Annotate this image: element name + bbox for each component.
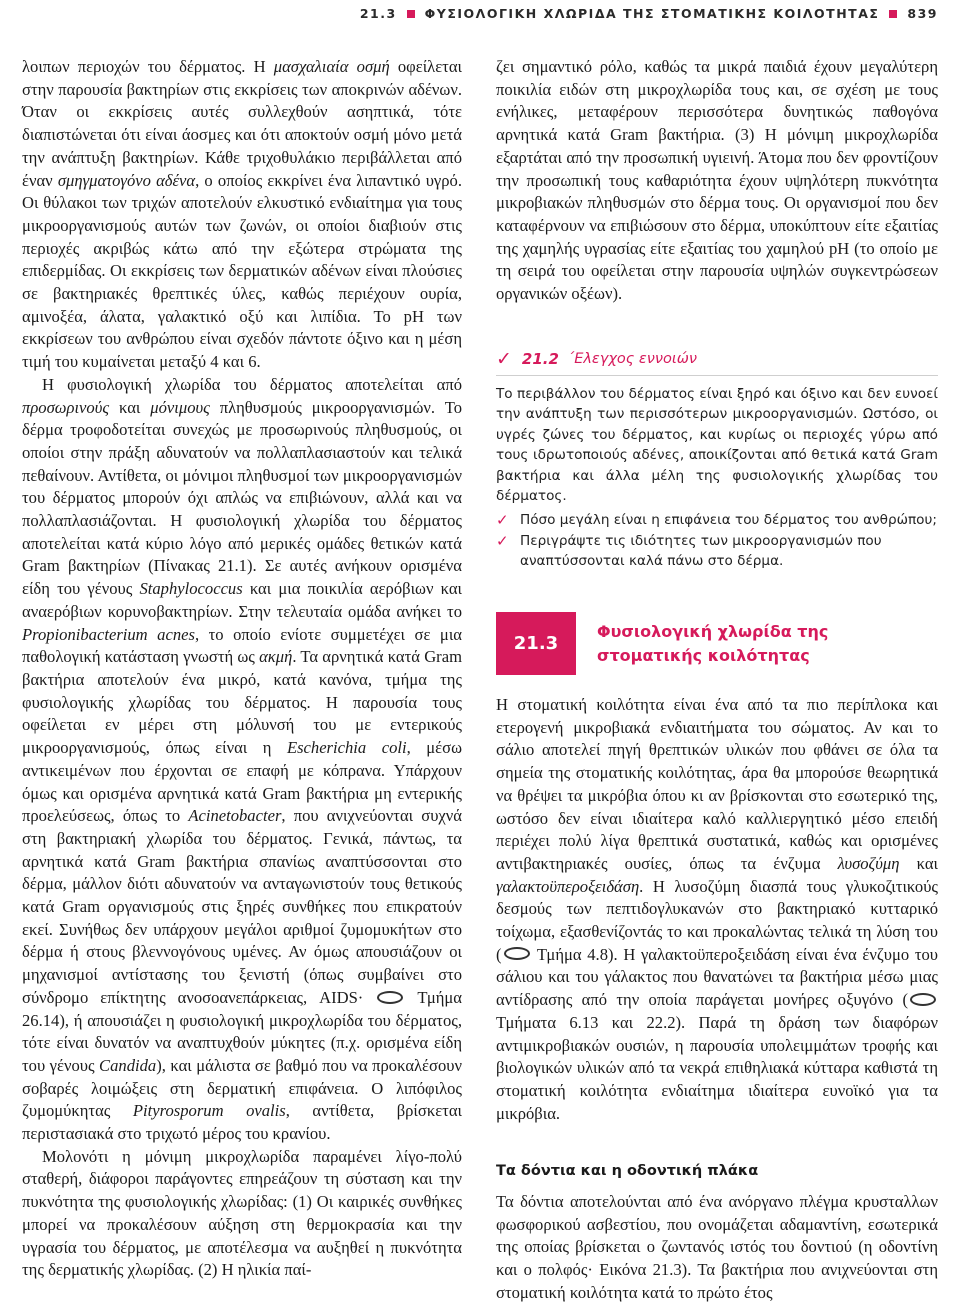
section-title: Φυσιολογική χλωρίδα της στοματικής κοιλότητας: [597, 622, 829, 665]
right-column-top: [496, 56, 938, 306]
running-header: [0, 0, 960, 30]
paragraph: ζει σημαντικό ρόλο, καθώς τα μικρά παιδιά έχουν μεγαλύτερη ποικιλία ειδών στη μικροχλωρίδα τους και, σε σχέση με τους ενήλικες, μεταφέρουν περισσότερα δυνητικώς παθογόνα αρνητικά κατά Gram βακτήρια. (3) Η μόνιμη μικροχλωρίδα εξαρτάται από την προσωπική υγιεινή. Άτομα που δεν φροντίζουν την προσωπική τους καθαριότητα έχουν υψηλότερη πυκνότητα μικροβιακών πληθυσμών στο δέρμα τους. Οι οργανισμοί που δεν καταφέρνουν να επιβιώσουν στο δέρμα, υποκύπτουν είτε εξαιτίας της χαμηλής υγρασίας είτε εξαιτίας του χαμηλού pH (το οποίο με τη σειρά του οφείλεται στην παρουσία υψηλών συγκεντρώσεων οργανικών οξέων).: [496, 57, 938, 304]
check-icon: ✓: [496, 531, 509, 550]
divider: [496, 375, 938, 376]
concept-check-title: ΄Ελεγχος εννοιών: [566, 351, 697, 367]
concept-check-text: Το περιβάλλον του δέρματος είναι ξηρό και όξινο και δεν ευνοεί την ανάπτυξη των περισσότερων μικροοργανισμών. Ωστόσο, οι υγρές ζώνες του δέρματος, και κυρίως οι περιοχές γύρω από τους ιδρωτοποιούς αδένες, αποικίζονται από θετικά κατά Gram βακτήρια και άλλα μέλη της φυσιολογικής χλωρίδας του δέρματος.: [496, 386, 938, 505]
paragraph: Τα δόντια αποτελούνται από ένα ανόργανο πλέγμα κρυσταλλων φωσφορικού ασβεστίου, που ονομάζεται αδαμαντίνη, εσωτερικά της οποίας βρίσκεται ο ζωντανός ιστός του δοντιού (η οδοντίνη και ο πολφός· Εικόνα 21.3). Τα βακτήρια που ανιχνεύονται στη στοματική κοιλότητα κατά το πρώτο έτος: [496, 1192, 938, 1302]
cross-reference-icon: [504, 947, 530, 960]
concept-check-number: 21.2: [521, 350, 559, 368]
review-question: ✓ Πόσο μεγάλη είναι η επιφάνεια του δέρματος του ανθρώπου;: [496, 511, 937, 530]
review-question: ✓ Περιγράψτε τις ιδιότητες των μικροοργανισμών που αναπτύσσονται καλά πάνω στο δέρμα.: [496, 531, 882, 570]
left-column: [22, 56, 462, 1282]
review-questions: [496, 510, 938, 571]
subsection-title: Τα δόντια και η οδοντική πλάκα: [496, 1163, 759, 1179]
paragraph: Η φυσιολογική χλωρίδα του δέρματος αποτελείται από προσωρινούς και μόνιμους πληθυσμούς μικροοργανισμών. Το δέρμα τροφοδοτείται συνεχώς με προσωρινούς πληθυσμούς, οι οποίοι στην πράξη αδυνατούν να πολλαπλασιαστούν και τελικά πεθαίνουν. Αντίθετα, οι μόνιμοι πληθυσμοί των μικροοργανισμών του δέρματος μπορούν όχι απλώς να επιβιώνουν, αλλά και να πολλαπλασιάζονται. Η φυσιολογική χλωρίδα του δέρματος αποτελείται κατά κύριο λόγο από μερικές ομάδες θετικών κατά Gram βακτηρίων (Πίνακας 21.1). Σε αυτές ανήκουν ορισμένα είδη του γένους Staphylococcus και μια ποικιλία αερόβιων και αναερόβιων κορυνοβακτηρίων. Στην τελευταία ομάδα ανήκει το Propionibacterium acnes, το οποίο ενίοτε συμμετέχει σε μια παθολογική κατάσταση γνωστή ως ακμή. Τα αρνητικά κατά Gram βακτήρια αποτελούν ένα μικρό, κατά κανόνα, τμήμα της φυσιολογικής χλωρίδας του δέρματος. Η παρουσία τους οφείλεται εν μέρει στη μόλυνσή του με εντερικούς μικροοργανισμούς, όπως είναι η Escherichia coli, μέσω αντικειμένων που έρχονται σε επαφή με κόπρανα. Υπάρχουν όμως και ορισμένα αρνητικά κατά Gram βακτήρια μη εντερικής προελεύσεως, όπως το Acinetobacter, που ανιχνεύονται συχνά στη βακτηριακή χλωρίδα του δέρματος. Γενικά, πάντως, τα αρνητικά κατά Gram βακτήρια σπανίως αναπτύσσονται στο δέρμα, μάλλον διότι αδυνατούν να ανταγωνιστούν τους θετικούς κατά Gram οργανισμούς στις ξηρές συνθήκες που επικρατούν εκεί. Συνήθως δεν υπάρχουν μεγάλοι αριθμοί ζυμομυκήτων στο δέρμα ή στους βλεννογόνους υμένες. Αν όμως απουσιάζουν οι μηχανισμοί αντίστασης του ξενιστή (όπως συμβαίνει στο σύνδρομο επίκτητης ανοσοανεπάρκειας, AIDS· Τμήμα 26.14), ή απουσιάζει η φυσιολογική μικροχλωρίδα του δέρματος, τότε είναι δυνατόν να αναπτυχθούν μύκητες (π.χ. ορισμένα είδη του γένους Candida), και μάλιστα σε βαθμό που να προκαλέσουν σοβαρές λοιμώξεις στη δερματική επιφάνεια. Ο λιπόφιλος ζυμομύκητας Pityrosporum ovalis, αντίθετα, βρίσκεται περιστασιακά στο τριχωτό μέρος του κρανίου.: [22, 374, 462, 1144]
paragraph: Η στοματική κοιλότητα είναι ένα από τα πιο περίπλοκα και ετερογενή μικροβιακά ενδιαιτήματα του σώματος. Αν και το σάλιο αποτελεί πηγή θρεπτικών υλικών που φθάνει σε όλα τα σημεία της στοματικής κοιλότητας, άρα θα μπορούσε θεωρητικά να θρέψει τα μικρόβια όπου κι αν βρίσκονται στο εσωτερικό της, ωστόσο δεν είναι ιδιαίτερα καλό καλλιεργητικό μέσο επειδή περιέχει πολύ λίγα θρεπτικά συστατικά, καθώς και ορισμένες αντιβακτηριακές ουσίες, όπως τα ένζυμα λυσοζύμη και γαλακτοϋπεροξειδάση. Η λυσοζύμη διασπά τους γλυκοζιτικούς δεσμούς των πεπτιδογλυκανών στο βακτηριακό κυτταρικό τοίχωμα, εξασθενίζοντάς το και προκαλώντας τελικά τη λύση του ( Τμήμα 4.8). Η γαλακτοϋπεροξειδάση είναι ένα ένζυμο του σάλιου και του γάλακτος που θανατώνει τα βακτήρια μέσω μιας αντίδρασης από την οποία παράγεται μονήρες οξυγόνο ( Τμήματα 6.13 και 22.2). Παρά τη δράση των διαφόρων αντιμικροβιακών ουσιών, η παρουσία υπολειμμάτων τροφής και βιολογικών υλικών από τα νεκρά επιθηλιακά κύτταρα καθιστά τη στοματική κοιλότητα ενδιαίτημα ιδιαίτερα ευνοϊκό για τα μικρόβια.: [496, 695, 939, 1123]
header-square-icon: [407, 10, 415, 18]
cross-reference-icon: [377, 991, 403, 1004]
check-icon: ✓: [496, 348, 512, 370]
check-icon: ✓: [496, 511, 509, 530]
cross-reference-icon: [910, 993, 936, 1006]
concept-check-heading: [496, 348, 938, 370]
concept-check-box: [496, 384, 938, 572]
section-number-badge: 21.3: [496, 612, 576, 675]
subsection-body: [496, 1191, 938, 1305]
header-line: [360, 6, 938, 21]
paragraph: λοιπων περιοχών του δέρματος. Η μασχαλιαία οσμή οφείλεται στην παρουσία βακτηρίων στις εκκρίσεις των αποκρινών αδένων. Όταν οι εκκρίσεις αυτές συλλεχθούν ασηπτικά, τότε διαπιστώνεται ότι είναι άοσμες και ότι αποκτούν οσμή μόνο μετά την ανάπτυξη βακτηρίων. Κάθε τριχοθυλάκιο περιβάλλεται από έναν σμηγματογόνο αδένα, ο οποίος εκκρίνει ένα λιπαντικό υγρό. Οι θύλακοι των τριχών αποτελούν ελκυστικό ενδιαίτημα για τους μικροοργανισμούς αυτών των ζωνών, οι οποίοι διαβιούν στις περιοχές ακριβώς κάτω από την εξώτερα στρώματα της επιδερμίδας. Οι εκκρίσεις των δερματικών αδένων είναι πλούσιες σε βακτηριακές θρεπτικές ύλες, καθώς περιέχουν ουρία, αμινοξέα, άλατα, γαλακτικό οξύ και λιπίδια. Το pH των εκκρίσεων του ανθρώπου είναι σχεδόν πάντοτε όξινο και η μέση τιμή του κυμαίνεται μεταξύ 4 και 6.: [22, 57, 462, 372]
header-section-number: 21.3: [359, 6, 397, 21]
header-title: ΦΥΣΙΟΛΟΓΙΚΗ ΧΛΩΡΙΔΑ ΤΗΣ ΣΤΟΜΑΤΙΚΗΣ ΚΟΙΛΟΤΗΤΑΣ: [424, 6, 880, 21]
page-number: 839: [907, 6, 938, 21]
header-square-icon: [889, 10, 897, 18]
section-body: [496, 694, 938, 1125]
paragraph: Μολονότι η μόνιμη μικροχλωρίδα παραμένει λίγο-πολύ σταθερή, διάφοροι παράγοντες επηρεάζουν τη σύσταση και την πυκνότητα της φυσιολογικής χλωρίδας: (1) Οι καιρικές συνθήκες μπορεί να προκαλέσουν αύξηση στη θερμοκρασία και την υγρασία του δέρματος, με αποτέλεσμα να αυξηθεί η πυκνότητα της δερματικής χλωρίδας. (2) Η ηλικία παί-: [22, 1146, 462, 1280]
